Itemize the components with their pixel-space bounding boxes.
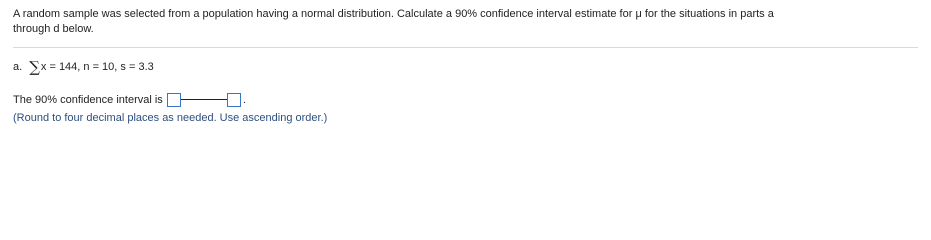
- summation-symbol: ∑: [29, 57, 40, 76]
- rounding-note: (Round to four decimal places as needed. Use ascending order.): [13, 112, 328, 124]
- lower-bound-input[interactable]: [167, 93, 181, 107]
- interval-dash: [181, 99, 227, 100]
- answer-row: [13, 91, 246, 108]
- question-text: [13, 7, 918, 37]
- answer-period: .: [242, 93, 246, 106]
- question-line-1: A random sample was selected from a population having a normal distribution. Calculate a 90% confidence interval estimate for μ for the situations in parts a: [13, 8, 774, 20]
- upper-bound-input[interactable]: [227, 93, 241, 107]
- part-a: [13, 58, 154, 76]
- part-letter: a.: [13, 61, 23, 73]
- divider: [13, 47, 918, 48]
- question-line-2: through d below.: [13, 23, 94, 35]
- answer-label: The 90% confidence interval is: [13, 93, 163, 106]
- part-a-data: x = 144, n = 10, s = 3.3: [40, 61, 154, 73]
